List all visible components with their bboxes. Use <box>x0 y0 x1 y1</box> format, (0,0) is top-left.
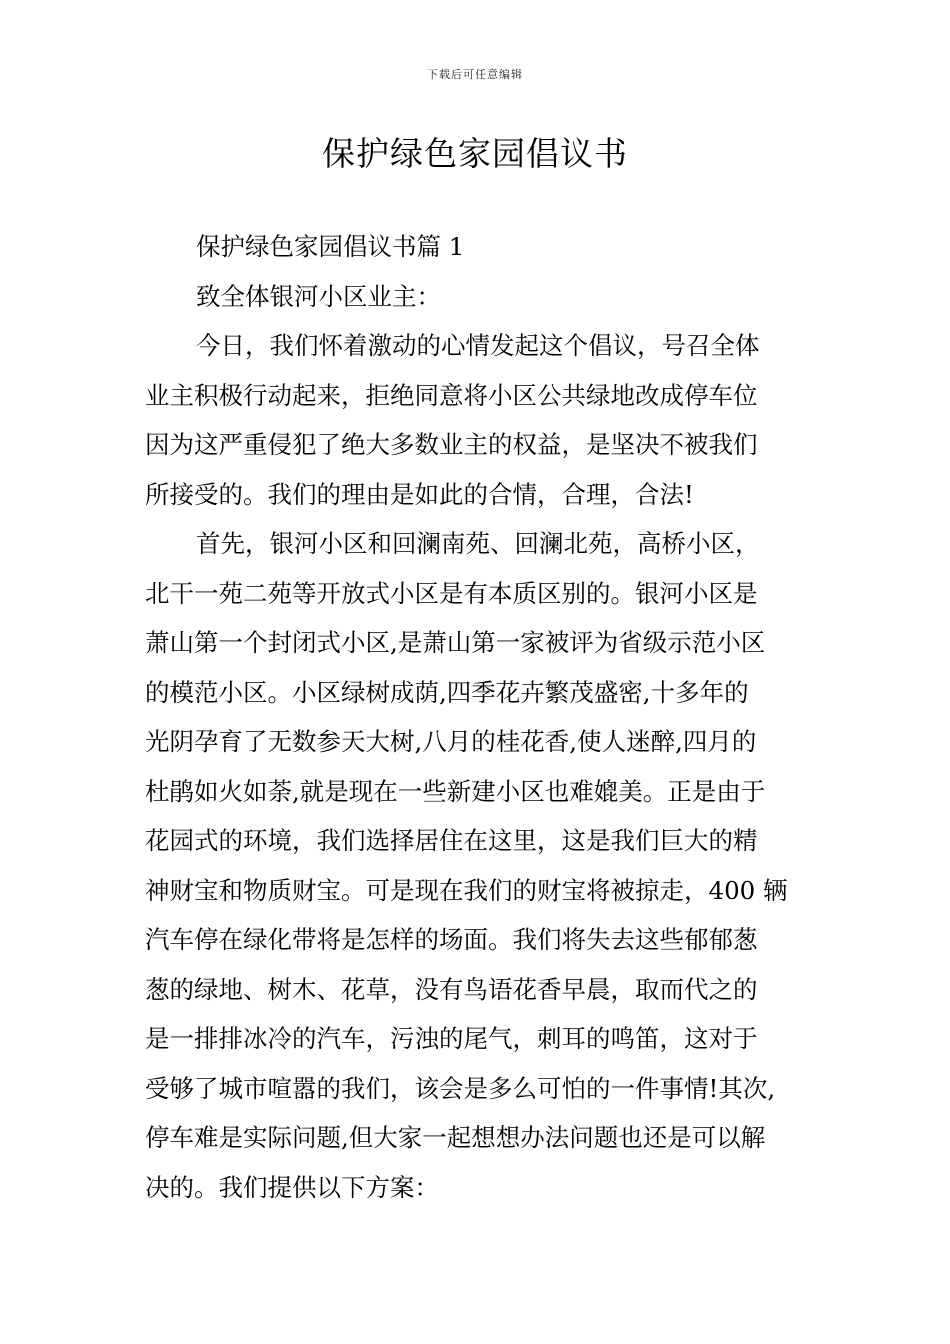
paragraph-line: 决的。我们提供以下方案： <box>145 1172 439 1202</box>
paragraph-line: 所接受的。我们的理由是如此的合情，合理，合法! <box>145 479 694 509</box>
paragraph-line: 业主积极行动起来，拒绝同意将小区公共绿地改成停车位 <box>145 380 758 410</box>
paragraph-line: 首先，银河小区和回澜南苑、回澜北苑，高桥小区， <box>196 529 760 558</box>
paragraph-line: 受够了城市喧嚣的我们，该会是多么可怕的一件事情!其次, <box>145 1073 776 1103</box>
paragraph-line: 停车难是实际问题,但大家一起想想办法问题也还是可以解 <box>145 1123 766 1152</box>
paragraph-line: 的模范小区。小区绿树成荫,四季花卉繁茂盛密,十多年的 <box>145 677 749 707</box>
section-heading: 保护绿色家园倡议书篇 1 <box>196 232 465 261</box>
paragraph-line: 因为这严重侵犯了绝大多数业主的权益，是坚决不被我们 <box>145 430 758 459</box>
paragraph-line: 是一排排冰冷的汽车，污浊的尾气，刺耳的鸣笛，这对于 <box>145 1024 758 1053</box>
paragraph-line: 花园式的环境，我们选择居住在这里，这是我们巨大的精 <box>145 826 758 855</box>
salutation: 致全体银河小区业主： <box>196 281 441 311</box>
paragraph-line: 汽车停在绿化带将是怎样的场面。我们将失去这些郁郁葱 <box>145 925 758 954</box>
document-body <box>145 222 825 1212</box>
paragraph-line: 今日，我们怀着激动的心情发起这个倡议，号召全体 <box>196 331 760 360</box>
paragraph-line: 北干一苑二苑等开放式小区是有本质区别的。银河小区是 <box>145 578 758 608</box>
paragraph-line: 神财宝和物质财宝。可是现在我们的财宝将被掠走，400 辆 <box>145 875 788 905</box>
paragraph-line: 葱的绿地、树木、花草，没有鸟语花香早晨，取而代之的 <box>145 974 758 1004</box>
paragraph-line: 杜鹃如火如荼,就是现在一些新建小区也难媲美。正是由于 <box>145 776 766 806</box>
paragraph-line: 光阴孕育了无数参天大树,八月的桂花香,使人迷醉,四月的 <box>145 727 757 756</box>
document-title: 保护绿色家园倡议书 <box>322 134 628 173</box>
paragraph-line: 萧山第一个封闭式小区,是萧山第一家被评为省级示范小区 <box>145 628 766 657</box>
page-header-note: 下载后可任意编辑 <box>427 68 523 81</box>
